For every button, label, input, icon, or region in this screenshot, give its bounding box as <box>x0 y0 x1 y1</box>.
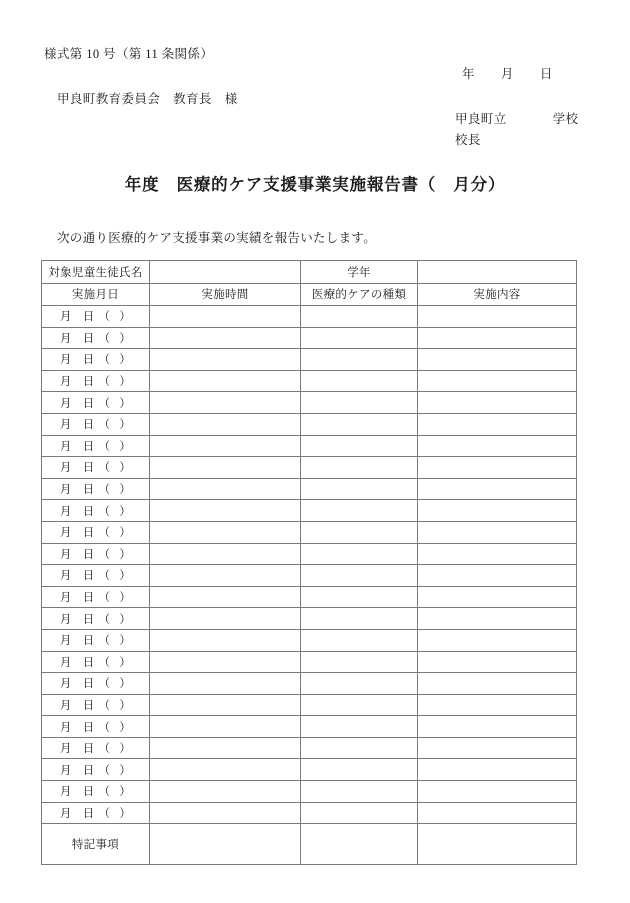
entry-time-cell[interactable] <box>150 435 301 457</box>
school-prefix: 甲良町立 <box>455 112 507 126</box>
entry-time-cell[interactable] <box>150 349 301 371</box>
entry-care-type-cell[interactable] <box>301 392 418 414</box>
entry-day-label: 日 <box>82 678 95 691</box>
entry-date-cell[interactable] <box>42 392 150 414</box>
entry-day-label: 日 <box>82 570 95 583</box>
entry-care-type-cell[interactable] <box>301 629 418 651</box>
entry-care-type-cell[interactable] <box>301 586 418 608</box>
entry-open-paren: （ <box>98 592 111 605</box>
entry-care-type-cell[interactable] <box>301 306 418 328</box>
entry-month-label: 月 <box>59 548 72 561</box>
entry-month-label: 月 <box>59 354 72 367</box>
entry-date-cell[interactable] <box>42 521 150 543</box>
entry-content-cell[interactable] <box>418 759 577 781</box>
table-row <box>42 327 577 349</box>
entry-time-cell[interactable] <box>150 759 301 781</box>
table-row <box>42 370 577 392</box>
entry-open-paren: （ <box>98 613 111 626</box>
table-row <box>42 716 577 738</box>
column-header-time: 実施時間 <box>150 283 301 306</box>
entry-content-cell[interactable] <box>418 608 577 630</box>
entry-month-label: 月 <box>59 764 72 777</box>
column-header-content: 実施内容 <box>418 283 577 306</box>
grade-label: 学年 <box>301 261 418 284</box>
table-row <box>42 802 577 824</box>
table-row <box>42 413 577 435</box>
entry-time-cell[interactable] <box>150 802 301 824</box>
entry-open-paren: （ <box>98 635 111 648</box>
entry-month-label: 月 <box>59 419 72 432</box>
entry-date-cell[interactable] <box>42 586 150 608</box>
entry-day-label: 日 <box>82 592 95 605</box>
entry-date-cell[interactable] <box>42 759 150 781</box>
entry-care-type-cell[interactable] <box>301 802 418 824</box>
entry-month-label: 月 <box>59 743 72 756</box>
entry-month-label: 月 <box>59 592 72 605</box>
entry-close-paren: ） <box>119 376 132 389</box>
entry-care-type-cell[interactable] <box>301 413 418 435</box>
student-name-value[interactable] <box>150 261 301 284</box>
entry-date-cell[interactable] <box>42 802 150 824</box>
entry-open-paren: （ <box>98 699 111 712</box>
entry-content-cell[interactable] <box>418 781 577 803</box>
entry-day-label: 日 <box>82 397 95 410</box>
entry-open-paren: （ <box>98 548 111 561</box>
entry-care-type-cell[interactable] <box>301 759 418 781</box>
table-row <box>42 694 577 716</box>
entry-day-label: 日 <box>82 635 95 648</box>
notes-care-type-cell[interactable] <box>301 824 418 865</box>
entry-care-type-cell[interactable] <box>301 608 418 630</box>
entry-day-label: 日 <box>82 527 95 540</box>
entry-date-cell[interactable] <box>42 781 150 803</box>
entry-date-cell[interactable] <box>42 608 150 630</box>
entry-care-type-cell[interactable] <box>301 543 418 565</box>
entry-open-paren: （ <box>98 678 111 691</box>
entry-open-paren: （ <box>98 743 111 756</box>
table-row <box>42 629 577 651</box>
entry-open-paren: （ <box>98 397 111 410</box>
entry-open-paren: （ <box>98 419 111 432</box>
entry-content-cell[interactable] <box>418 478 577 500</box>
entry-close-paren: ） <box>119 807 132 820</box>
entry-date-cell[interactable] <box>42 500 150 522</box>
entry-time-cell[interactable] <box>150 716 301 738</box>
entry-month-label: 月 <box>59 613 72 626</box>
table-row <box>42 673 577 695</box>
entry-day-label: 日 <box>82 505 95 518</box>
intro-text: 次の通り医療的ケア支援事業の実績を報告いたします。 <box>57 231 377 245</box>
entry-date-cell[interactable] <box>42 306 150 328</box>
entry-content-cell[interactable] <box>418 413 577 435</box>
entry-time-cell[interactable] <box>150 306 301 328</box>
entry-date-cell[interactable] <box>42 327 150 349</box>
entry-month-label: 月 <box>59 527 72 540</box>
entry-month-label: 月 <box>59 721 72 734</box>
entry-time-cell[interactable] <box>150 370 301 392</box>
entry-date-cell[interactable] <box>42 737 150 759</box>
entry-time-cell[interactable] <box>150 586 301 608</box>
entry-open-paren: （ <box>98 376 111 389</box>
entry-content-cell[interactable] <box>418 521 577 543</box>
entry-date-cell[interactable] <box>42 543 150 565</box>
table-row <box>42 478 577 500</box>
entry-time-cell[interactable] <box>150 673 301 695</box>
table-row <box>42 521 577 543</box>
entry-care-type-cell[interactable] <box>301 521 418 543</box>
entry-day-label: 日 <box>82 440 95 453</box>
entry-month-label: 月 <box>59 332 72 345</box>
entry-care-type-cell[interactable] <box>301 349 418 371</box>
entry-close-paren: ） <box>119 397 132 410</box>
column-header-date: 実施月日 <box>42 283 150 306</box>
entry-day-label: 日 <box>82 743 95 756</box>
entry-time-cell[interactable] <box>150 327 301 349</box>
entry-date-cell[interactable] <box>42 673 150 695</box>
entry-time-cell[interactable] <box>150 737 301 759</box>
entry-close-paren: ） <box>119 311 132 324</box>
entry-month-label: 月 <box>59 635 72 648</box>
entry-content-cell[interactable] <box>418 349 577 371</box>
entry-open-paren: （ <box>98 505 111 518</box>
entry-day-label: 日 <box>82 548 95 561</box>
entry-close-paren: ） <box>119 743 132 756</box>
entry-care-type-cell[interactable] <box>301 694 418 716</box>
entry-time-cell[interactable] <box>150 629 301 651</box>
entry-month-label: 月 <box>59 678 72 691</box>
table-row <box>42 565 577 587</box>
entry-care-type-cell[interactable] <box>301 716 418 738</box>
entry-care-type-cell[interactable] <box>301 737 418 759</box>
entry-content-cell[interactable] <box>418 500 577 522</box>
entry-date-cell[interactable] <box>42 651 150 673</box>
entry-month-label: 月 <box>59 440 72 453</box>
entry-day-label: 日 <box>82 807 95 820</box>
table-row <box>42 435 577 457</box>
entry-content-cell[interactable] <box>418 565 577 587</box>
student-info-row <box>42 261 577 284</box>
date-month-label: 月 <box>500 67 514 81</box>
entry-date-cell[interactable] <box>42 457 150 479</box>
entry-close-paren: ） <box>119 440 132 453</box>
entry-close-paren: ） <box>119 786 132 799</box>
entry-open-paren: （ <box>98 570 111 583</box>
entry-day-label: 日 <box>82 613 95 626</box>
entry-care-type-cell[interactable] <box>301 781 418 803</box>
entry-day-label: 日 <box>82 764 95 777</box>
entry-month-label: 月 <box>59 699 72 712</box>
entry-content-cell[interactable] <box>418 737 577 759</box>
entry-close-paren: ） <box>119 484 132 497</box>
entry-day-label: 日 <box>82 376 95 389</box>
entry-open-paren: （ <box>98 786 111 799</box>
form-number: 様式第 10 号（第 11 条関係） <box>44 47 214 61</box>
entry-date-cell[interactable] <box>42 435 150 457</box>
table-row <box>42 457 577 479</box>
entry-care-type-cell[interactable] <box>301 435 418 457</box>
entry-close-paren: ） <box>119 764 132 777</box>
table-row <box>42 781 577 803</box>
notes-label: 特記事項 <box>42 824 150 865</box>
entry-close-paren: ） <box>119 592 132 605</box>
entry-day-label: 日 <box>82 354 95 367</box>
entry-close-paren: ） <box>119 354 132 367</box>
entry-time-cell[interactable] <box>150 392 301 414</box>
entry-time-cell[interactable] <box>150 565 301 587</box>
entry-month-label: 月 <box>59 570 72 583</box>
entry-date-cell[interactable] <box>42 349 150 371</box>
entry-month-label: 月 <box>59 786 72 799</box>
entry-close-paren: ） <box>119 332 132 345</box>
table-body <box>42 261 577 865</box>
entry-day-label: 日 <box>82 484 95 497</box>
entry-time-cell[interactable] <box>150 608 301 630</box>
notes-content-cell[interactable] <box>418 824 577 865</box>
report-table <box>41 260 577 865</box>
grade-value[interactable] <box>418 261 577 284</box>
notes-time-cell[interactable] <box>150 824 301 865</box>
table-row <box>42 500 577 522</box>
entry-care-type-cell[interactable] <box>301 327 418 349</box>
entry-month-label: 月 <box>59 462 72 475</box>
entry-time-cell[interactable] <box>150 651 301 673</box>
entry-content-cell[interactable] <box>418 716 577 738</box>
entry-care-type-cell[interactable] <box>301 457 418 479</box>
entry-time-cell[interactable] <box>150 478 301 500</box>
entry-month-label: 月 <box>59 505 72 518</box>
entry-open-paren: （ <box>98 807 111 820</box>
entry-month-label: 月 <box>59 484 72 497</box>
entry-month-label: 月 <box>59 311 72 324</box>
entry-open-paren: （ <box>98 440 111 453</box>
entry-close-paren: ） <box>119 419 132 432</box>
table-row <box>42 543 577 565</box>
entry-date-cell[interactable] <box>42 629 150 651</box>
entry-close-paren: ） <box>119 656 132 669</box>
entry-close-paren: ） <box>119 613 132 626</box>
table-row <box>42 306 577 328</box>
table-row <box>42 737 577 759</box>
entry-time-cell[interactable] <box>150 781 301 803</box>
notes-row <box>42 824 577 865</box>
entry-date-cell[interactable] <box>42 413 150 435</box>
entry-date-cell[interactable] <box>42 694 150 716</box>
entry-day-label: 日 <box>82 419 95 432</box>
entry-content-cell[interactable] <box>418 392 577 414</box>
page-title: 年度 医療的ケア支援事業実施報告書（ 月分） <box>124 175 506 194</box>
table-row <box>42 349 577 371</box>
table-row <box>42 759 577 781</box>
entry-care-type-cell[interactable] <box>301 478 418 500</box>
entry-content-cell[interactable] <box>418 435 577 457</box>
entry-close-paren: ） <box>119 678 132 691</box>
entry-content-cell[interactable] <box>418 802 577 824</box>
entry-content-cell[interactable] <box>418 543 577 565</box>
entry-day-label: 日 <box>82 699 95 712</box>
entry-time-cell[interactable] <box>150 694 301 716</box>
entry-content-cell[interactable] <box>418 370 577 392</box>
entry-open-paren: （ <box>98 764 111 777</box>
table-row <box>42 392 577 414</box>
entry-date-cell[interactable] <box>42 370 150 392</box>
entry-open-paren: （ <box>98 354 111 367</box>
entry-open-paren: （ <box>98 462 111 475</box>
entry-day-label: 日 <box>82 786 95 799</box>
table-row <box>42 651 577 673</box>
entry-time-cell[interactable] <box>150 457 301 479</box>
entry-time-cell[interactable] <box>150 543 301 565</box>
entry-care-type-cell[interactable] <box>301 565 418 587</box>
entry-open-paren: （ <box>98 721 111 734</box>
entry-care-type-cell[interactable] <box>301 673 418 695</box>
entry-content-cell[interactable] <box>418 694 577 716</box>
entry-time-cell[interactable] <box>150 500 301 522</box>
entry-date-cell[interactable] <box>42 565 150 587</box>
entry-month-label: 月 <box>59 807 72 820</box>
entry-month-label: 月 <box>59 397 72 410</box>
entry-close-paren: ） <box>119 462 132 475</box>
entry-content-cell[interactable] <box>418 586 577 608</box>
entry-time-cell[interactable] <box>150 521 301 543</box>
table-row <box>42 608 577 630</box>
entry-month-label: 月 <box>59 656 72 669</box>
entry-content-cell[interactable] <box>418 457 577 479</box>
entry-month-label: 月 <box>59 376 72 389</box>
date-day-label: 日 <box>539 67 553 81</box>
entry-close-paren: ） <box>119 527 132 540</box>
entry-day-label: 日 <box>82 462 95 475</box>
entry-close-paren: ） <box>119 721 132 734</box>
addressee: 甲良町教育委員会 教育長 様 <box>57 92 238 106</box>
entry-open-paren: （ <box>98 484 111 497</box>
entry-open-paren: （ <box>98 311 111 324</box>
entry-day-label: 日 <box>82 332 95 345</box>
entry-close-paren: ） <box>119 570 132 583</box>
column-header-row <box>42 283 577 306</box>
entry-day-label: 日 <box>82 656 95 669</box>
entry-content-cell[interactable] <box>418 629 577 651</box>
entry-close-paren: ） <box>119 548 132 561</box>
student-name-label: 対象児童生徒氏名 <box>42 261 150 284</box>
entry-open-paren: （ <box>98 656 111 669</box>
entry-content-cell[interactable] <box>418 673 577 695</box>
date-line <box>462 64 553 82</box>
entry-date-cell[interactable] <box>42 478 150 500</box>
entry-close-paren: ） <box>119 635 132 648</box>
date-year-label: 年 <box>462 67 475 81</box>
entry-open-paren: （ <box>98 332 111 345</box>
entry-date-cell[interactable] <box>42 716 150 738</box>
entry-day-label: 日 <box>82 721 95 734</box>
entry-close-paren: ） <box>119 699 132 712</box>
entry-content-cell[interactable] <box>418 651 577 673</box>
entry-content-cell[interactable] <box>418 306 577 328</box>
entry-content-cell[interactable] <box>418 327 577 349</box>
entry-care-type-cell[interactable] <box>301 651 418 673</box>
principal-label: 校長 <box>455 133 481 147</box>
school-suffix: 学校 <box>552 112 579 126</box>
entry-close-paren: ） <box>119 505 132 518</box>
entry-open-paren: （ <box>98 527 111 540</box>
table-row <box>42 586 577 608</box>
school-name-line <box>455 109 578 127</box>
entry-day-label: 日 <box>82 311 95 324</box>
entry-care-type-cell[interactable] <box>301 370 418 392</box>
column-header-care-type: 医療的ケアの種類 <box>301 283 418 306</box>
entry-time-cell[interactable] <box>150 413 301 435</box>
entry-care-type-cell[interactable] <box>301 500 418 522</box>
